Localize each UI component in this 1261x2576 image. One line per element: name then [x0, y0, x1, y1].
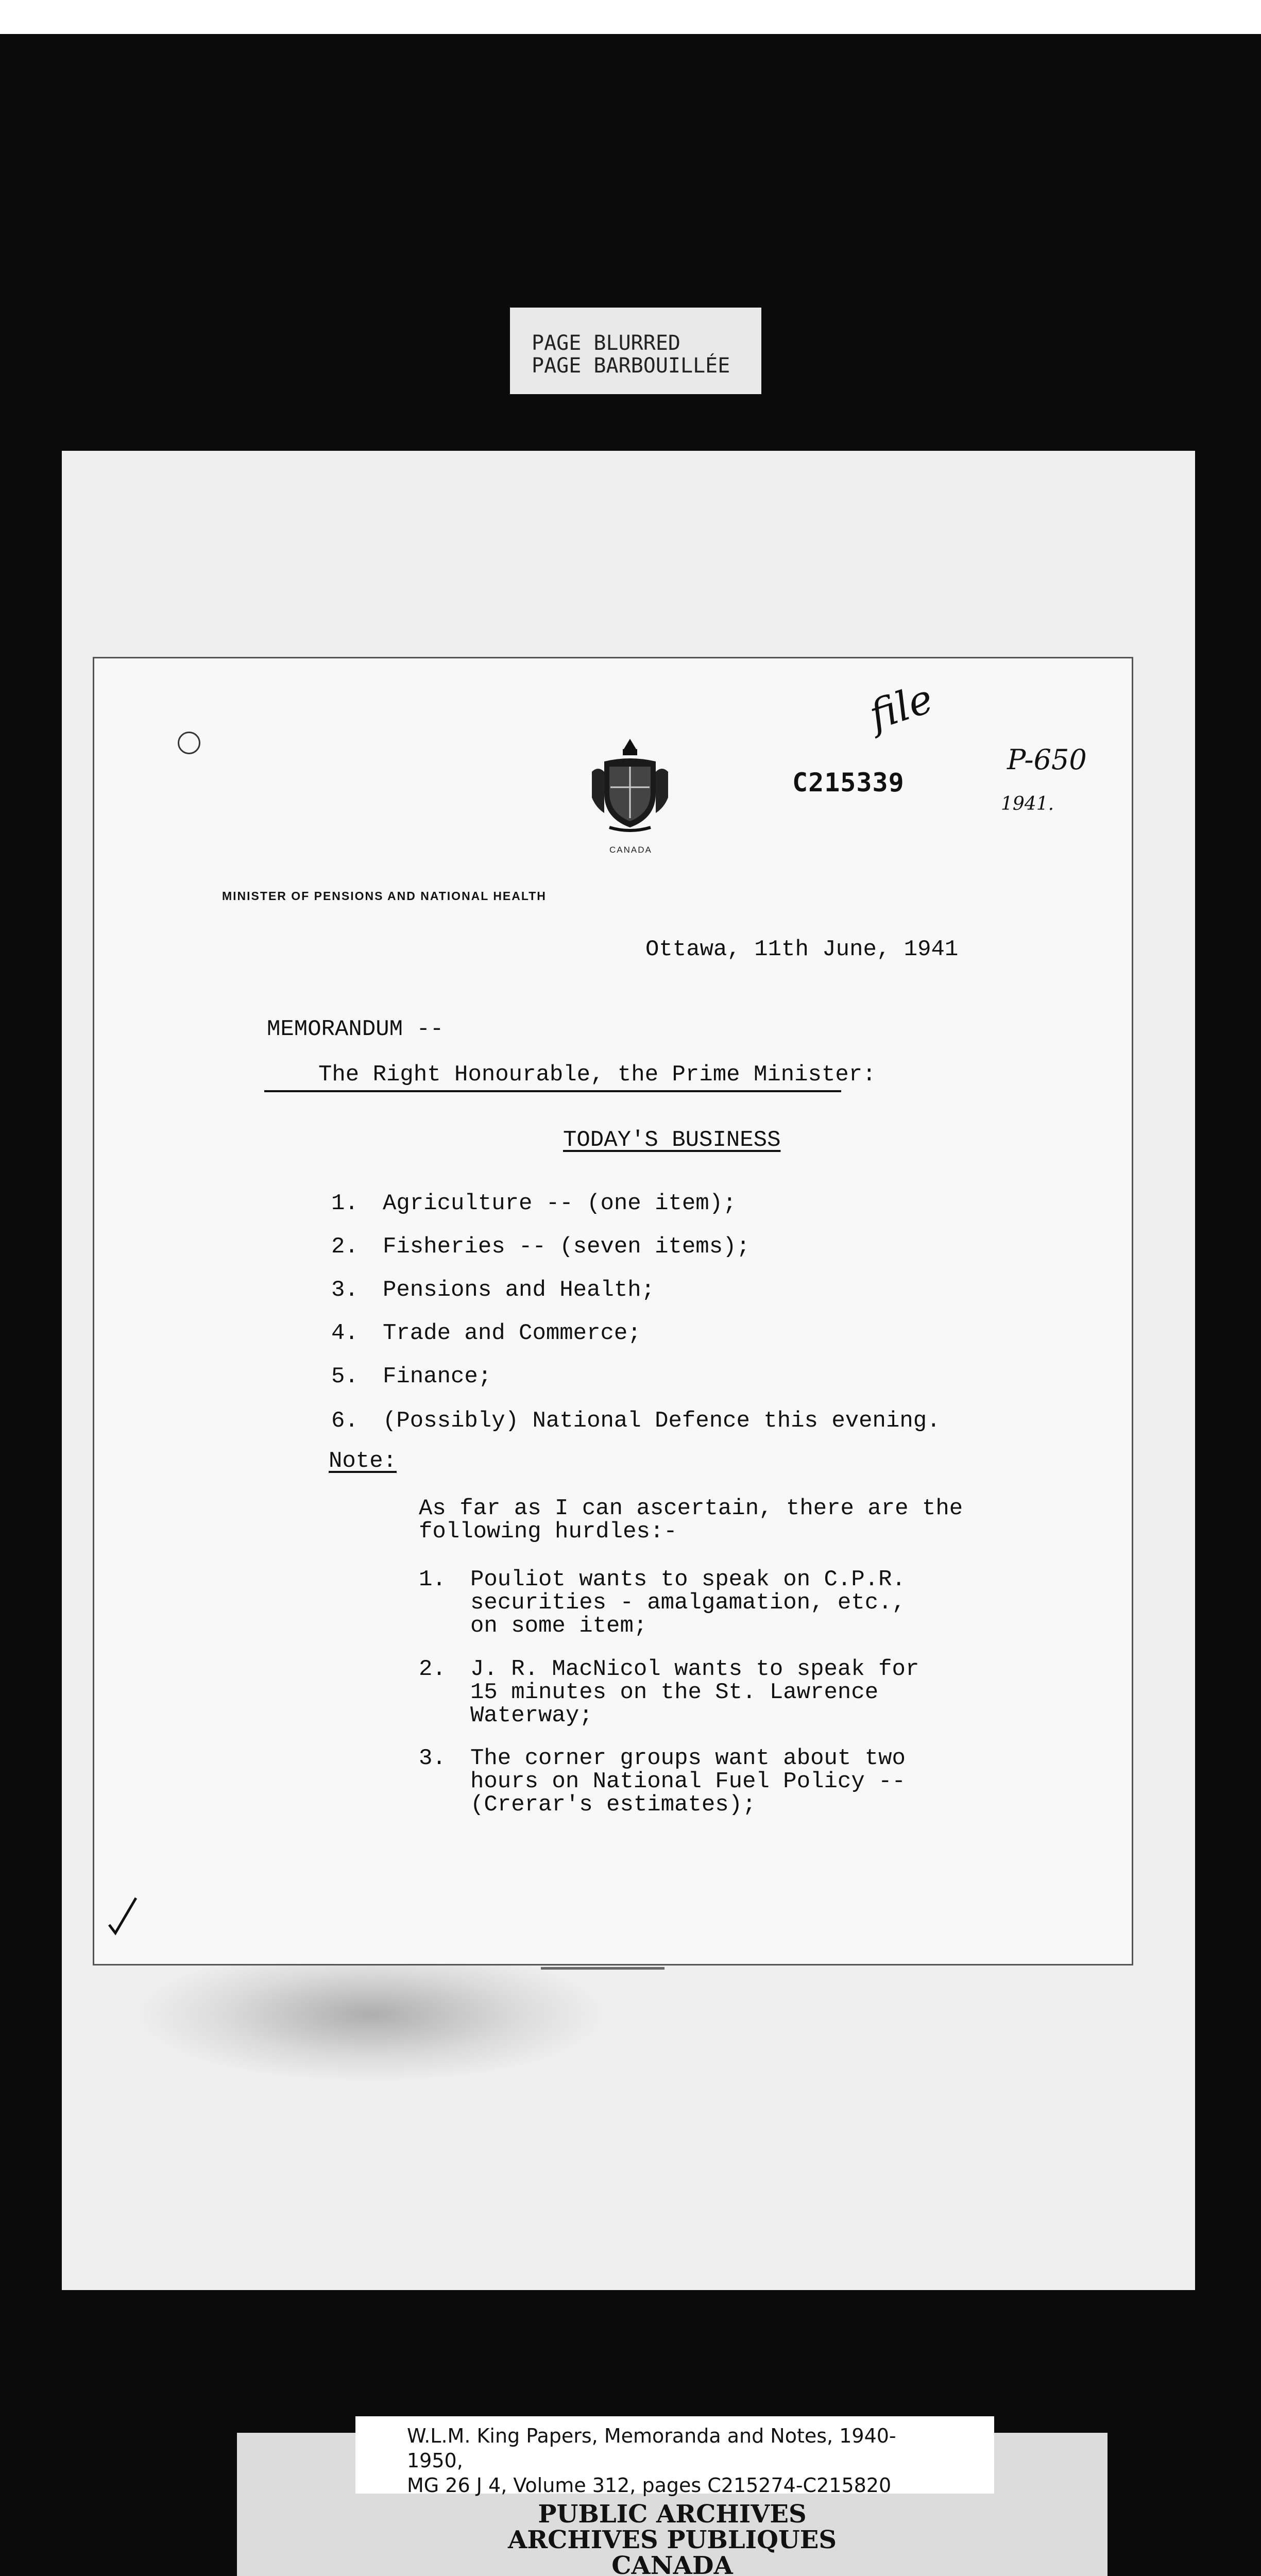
- list-item-number: 2.: [331, 1234, 359, 1260]
- hurdle-line: (Crerar's estimates);: [470, 1792, 756, 1818]
- hurdle-line: J. R. MacNicol wants to speak for: [470, 1656, 919, 1682]
- smudge-mark: [139, 1947, 603, 2081]
- list-item-number: 3.: [331, 1277, 359, 1303]
- blur-label-french: PAGE BARBOUILLÉE: [532, 354, 730, 378]
- hurdle-number: 1.: [419, 1567, 446, 1592]
- hurdle-line: The corner groups want about two: [470, 1745, 906, 1771]
- handwritten-reference-number: P-650: [1007, 743, 1087, 776]
- handwritten-file-note: file: [864, 675, 939, 739]
- list-item-text: Fisheries -- (seven items);: [383, 1234, 750, 1260]
- memorandum-page: [93, 657, 1133, 1965]
- list-item-number: 5.: [331, 1364, 359, 1389]
- hurdle-line: securities - amalgamation, etc.,: [470, 1590, 906, 1616]
- hurdle-line: Waterway;: [470, 1703, 593, 1728]
- blur-label-english: PAGE BLURRED: [532, 331, 680, 355]
- list-item-text: Pensions and Health;: [383, 1277, 655, 1303]
- list-item-text: Finance;: [383, 1364, 492, 1389]
- citation-line: MG 26 J 4, Volume 312, pages C215274-C215820: [407, 2474, 892, 2497]
- list-item-number: 6.: [331, 1408, 359, 1434]
- hurdle-line: hours on National Fuel Policy --: [470, 1769, 906, 1794]
- archives-country: CANADA: [611, 2551, 733, 2576]
- note-label: Note:: [329, 1448, 397, 1474]
- hurdle-line: on some item;: [470, 1613, 647, 1639]
- memo-heading: MEMORANDUM --: [267, 1016, 444, 1042]
- memo-date: Ottawa, 11th June, 1941: [645, 937, 959, 962]
- ministry-letterhead: MINISTER OF PENSIONS AND NATIONAL HEALTH: [222, 889, 547, 903]
- page-edge-mark: [541, 1967, 664, 1970]
- note-intro-line: As far as I can ascertain, there are the: [419, 1496, 963, 1521]
- crest-caption: CANADA: [609, 845, 652, 855]
- list-item-text: (Possibly) National Defence this evening.: [383, 1408, 941, 1434]
- archives-stamp: [237, 2501, 1107, 2576]
- archives-english: PUBLIC ARCHIVES: [538, 2500, 807, 2529]
- citation-line: W.L.M. King Papers, Memoranda and Notes, 1940-1950,: [407, 2425, 896, 2472]
- memo-salutation: The Right Honourable, the Prime Minister:: [318, 1062, 876, 1088]
- document-stamp-number: C215339: [792, 768, 905, 798]
- archives-french: ARCHIVES PUBLIQUES: [508, 2526, 837, 2554]
- list-item-number: 1.: [331, 1191, 359, 1216]
- note-intro-line: following hurdles:-: [419, 1519, 677, 1545]
- salutation-underline: [264, 1090, 841, 1092]
- list-item-text: Trade and Commerce;: [383, 1320, 641, 1346]
- canada-crest-icon: [589, 736, 671, 834]
- citation-text: [407, 2424, 943, 2498]
- hurdle-line: Pouliot wants to speak on C.P.R.: [470, 1567, 906, 1592]
- page-blurred-label: [510, 308, 761, 394]
- punch-hole-icon: [178, 732, 200, 754]
- list-item-text: Agriculture -- (one item);: [383, 1191, 737, 1216]
- hurdle-number: 3.: [419, 1745, 446, 1771]
- hurdle-line: 15 minutes on the St. Lawrence: [470, 1680, 879, 1705]
- memo-subject: TODAY'S BUSINESS: [563, 1127, 781, 1153]
- hurdle-number: 2.: [419, 1656, 446, 1682]
- film-edge: [0, 0, 1261, 34]
- check-mark-icon: [107, 1895, 138, 1936]
- list-item-number: 4.: [331, 1320, 359, 1346]
- handwritten-reference-year: 1941.: [1001, 793, 1054, 815]
